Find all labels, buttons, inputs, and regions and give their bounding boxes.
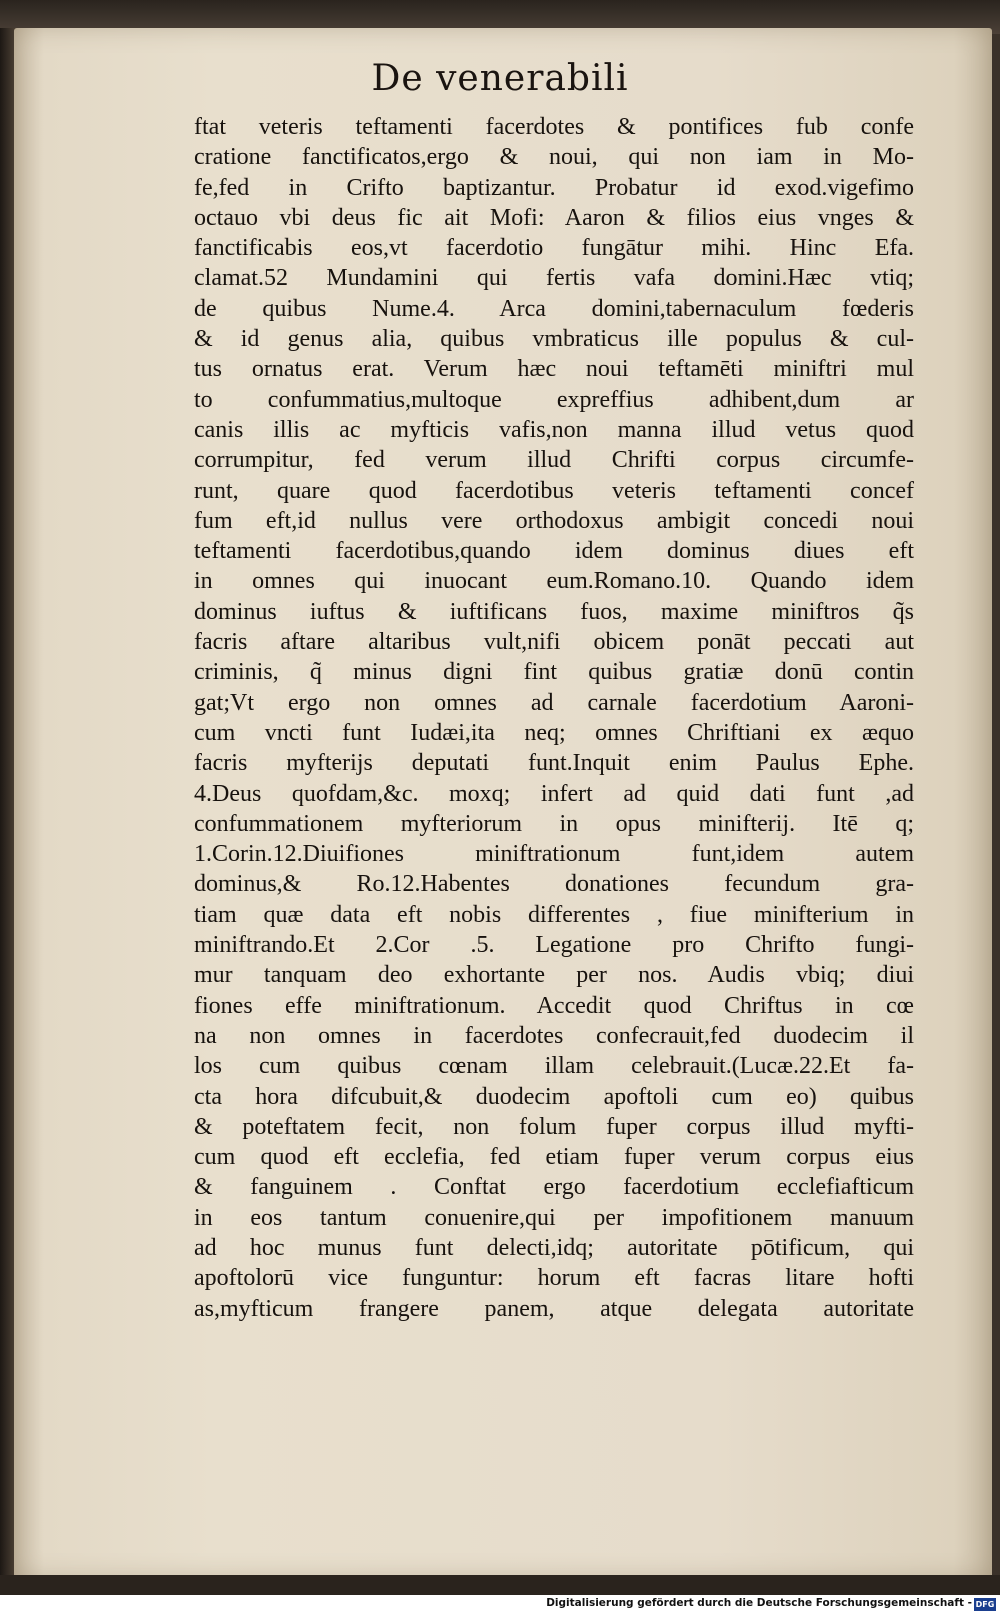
text-line: canis illis ac myfticis vafis,non manna illud vetus quod <box>194 416 914 443</box>
text-line: fanctificabis eos,vt facerdotio fungātur mihi. Hinc Efa. <box>194 235 914 262</box>
text-line: in eos tantum conuenire,qui per impofitionem manuum <box>194 1204 914 1231</box>
text-line: runt, quare quod facerdotibus veteris teftamenti concef <box>194 477 914 504</box>
body-text <box>194 112 914 1324</box>
text-line: cta hora difcubuit,& duodecim apoftoli cum eo) quibus <box>194 1083 914 1110</box>
text-line: mur tanquam deo exhortante per nos. Audis vbiq; diui <box>194 962 914 989</box>
text-line: fiones effe miniftrationum. Accedit quod Chriftus in cœ <box>194 992 914 1019</box>
text-line: tus ornatus erat. Verum hæc noui teftamēti miniftri mul <box>194 356 914 383</box>
text-line: fe,fed in Crifto baptizantur. Probatur id exod.vigefimo <box>194 174 914 201</box>
text-line: los cum quibus cœnam illam celebrauit.(Lucæ.22.Et fa- <box>194 1053 914 1080</box>
text-line: cum quod eft ecclefia, fed etiam fuper verum corpus eius <box>194 1144 914 1171</box>
text-line: teftamenti facerdotibus,quando idem dominus diues eft <box>194 538 914 565</box>
text-line: de quibus Nume.4. Arca domini,tabernaculum fœderis <box>194 295 914 322</box>
text-line: apoftolorū vice funguntur: horum eft facras litare hofti <box>194 1265 914 1292</box>
text-line: & id genus alia, quibus vmbraticus ille populus & cul- <box>194 326 914 353</box>
running-head: De venerabili <box>371 58 629 99</box>
text-line: gat;Vt ergo non omnes ad carnale facerdotium Aaroni- <box>194 689 914 716</box>
text-line: fum eft,id nullus vere orthodoxus ambigit concedi noui <box>194 507 914 534</box>
text-line: in omnes qui inuocant eum.Romano.10. Quando idem <box>194 568 914 595</box>
text-line: & poteftatem fecit, non folum fuper corpus illud myfti- <box>194 1113 914 1140</box>
text-line: cratione fanctificatos,ergo & noui, qui non iam in Mo- <box>194 144 914 171</box>
text-line: to confummatius,multoque expreffius adhibent,dum ar <box>194 386 914 413</box>
text-line: criminis, q̃ minus digni fint quibus gratiæ donū contin <box>194 659 914 686</box>
text-line: corrumpitur, fed verum illud Chrifti corpus circumfe- <box>194 447 914 474</box>
text-line: cum vncti funt Iudæi,ita neq; omnes Chriftiani ex æquo <box>194 719 914 746</box>
text-line: clamat.52 Mundamini qui fertis vafa domini.Hæc vtiq; <box>194 265 914 292</box>
text-line: facris aftare altaribus vult,nifi obicem ponāt peccati aut <box>194 629 914 656</box>
dfg-logo: DFG <box>975 1600 995 1609</box>
book-bottom-edge <box>0 1575 1000 1595</box>
text-line: miniftrando.Et 2.Cor .5. Legatione pro Chrifto fungi- <box>194 932 914 959</box>
text-line: na non omnes in facerdotes confecrauit,fed duodecim il <box>194 1022 914 1049</box>
text-line: dominus,& Ro.12.Habentes donationes fecundum gra- <box>194 871 914 898</box>
text-line: & fanguinem . Conftat ergo facerdotium ecclefiafticum <box>194 1174 914 1201</box>
text-line: octauo vbi deus fic ait Mofi: Aaron & filios eius vnges & <box>194 204 914 231</box>
text-line: tiam quæ data eft nobis differentes , fiue minifterium in <box>194 901 914 928</box>
text-line: ad hoc munus funt delecti,idq; autoritate pōtificum, qui <box>194 1234 914 1261</box>
text-line: confummationem myfteriorum in opus minifterij. Itē q; <box>194 810 914 837</box>
digitization-credit: Digitalisierung gefördert durch die Deutsche Forschungsgemeinschaft - <box>546 1597 972 1609</box>
text-line: dominus iuftus & iuftificans fuos, maxime miniftros q̃s <box>194 598 914 625</box>
text-line: ftat veteris teftamenti facerdotes & pontifices fub confe <box>194 114 914 140</box>
text-line: 4.Deus quofdam,&c. moxq; infert ad quid dati funt ,ad <box>194 780 914 807</box>
text-line: facris myfterijs deputati funt.Inquit enim Paulus Ephe. <box>194 750 914 777</box>
text-line: 1.Corin.12.Diuifiones miniftrationum funt,idem autem <box>194 841 914 868</box>
text-line: as,myfticum frangere panem, atque delegata autoritate <box>194 1295 914 1322</box>
